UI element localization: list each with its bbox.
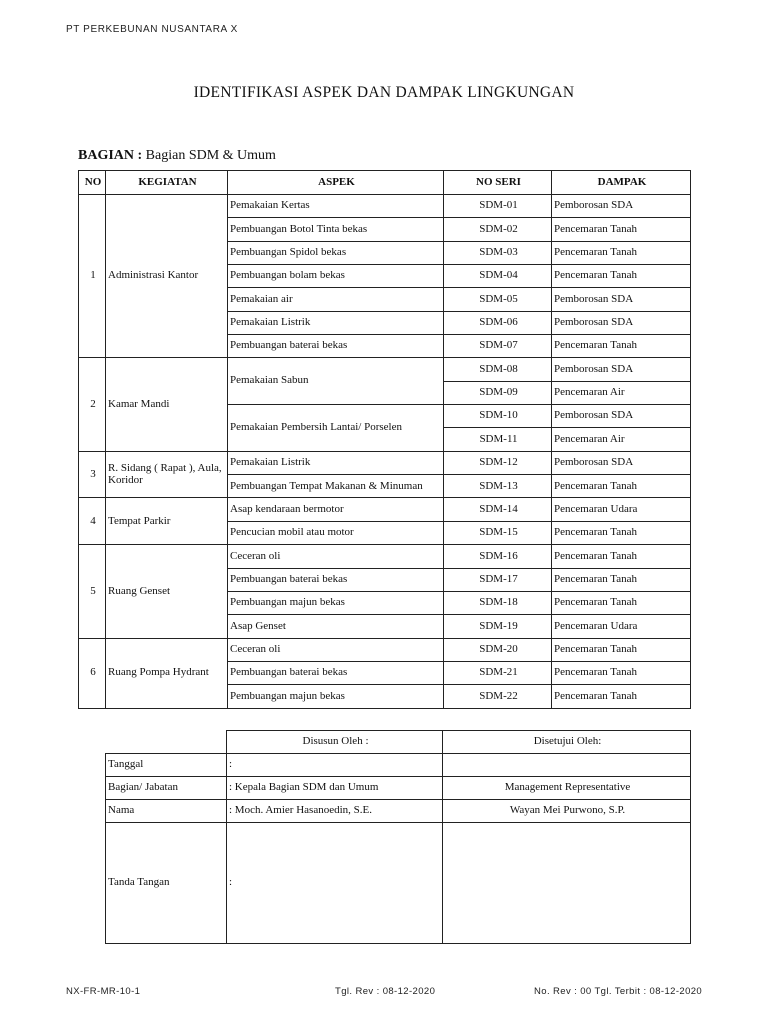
dampak-cell: Pencemaran Air [552, 381, 691, 404]
approval-row-jabatan [106, 777, 691, 800]
aspek-cell: Pemakaian Listrik [228, 451, 444, 474]
no-seri-cell: SDM-19 [444, 615, 552, 638]
bagian-label: BAGIAN : [78, 148, 143, 163]
no-seri-cell: SDM-13 [444, 475, 552, 498]
kegiatan-cell: Ruang Genset [106, 545, 228, 638]
column-header-aspek: ASPEK [228, 171, 444, 195]
dampak-cell: Pemborosan SDA [552, 195, 691, 218]
no-seri-cell: SDM-11 [444, 428, 552, 451]
no-seri-cell: SDM-02 [444, 218, 552, 241]
dampak-cell: Pencemaran Tanah [552, 545, 691, 568]
disusun-value: : Kepala Bagian SDM dan Umum [227, 777, 443, 800]
no-seri-cell: SDM-12 [444, 451, 552, 474]
dampak-cell: Pencemaran Tanah [552, 685, 691, 708]
dampak-cell: Pemborosan SDA [552, 311, 691, 334]
row-number: 3 [79, 451, 106, 498]
disetujui-oleh-header: Disetujui Oleh: [443, 731, 691, 754]
aspek-cell: Ceceran oli [228, 545, 444, 568]
aspek-cell: Pembuangan Botol Tinta bekas [228, 218, 444, 241]
no-seri-cell: SDM-14 [444, 498, 552, 521]
disusun-value: : Moch. Amier Hasanoedin, S.E. [227, 800, 443, 823]
dampak-cell: Pencemaran Tanah [552, 265, 691, 288]
footer-doc-code: NX-FR-MR-10-1 [66, 986, 141, 997]
no-seri-cell: SDM-04 [444, 265, 552, 288]
company-name: PT PERKEBUNAN NUSANTARA X [66, 24, 238, 35]
dampak-cell: Pemborosan SDA [552, 288, 691, 311]
dampak-cell: Pencemaran Tanah [552, 521, 691, 544]
approval-table [105, 730, 691, 944]
aspek-cell: Pemakaian Pembersih Lantai/ Porselen [228, 405, 444, 452]
table-row [79, 451, 691, 474]
disusun-signature-area: : [227, 823, 443, 944]
table-header-row [79, 171, 691, 195]
no-seri-cell: SDM-03 [444, 241, 552, 264]
bagian-value: Bagian SDM & Umum [145, 148, 276, 163]
approval-label: Nama [106, 800, 227, 823]
dampak-cell: Pemborosan SDA [552, 358, 691, 381]
no-seri-cell: SDM-08 [444, 358, 552, 381]
dampak-cell: Pencemaran Tanah [552, 475, 691, 498]
dampak-cell: Pencemaran Tanah [552, 335, 691, 358]
aspek-cell: Pembuangan majun bekas [228, 591, 444, 614]
no-seri-cell: SDM-21 [444, 661, 552, 684]
approval-row-tanggal [106, 754, 691, 777]
dampak-cell: Pencemaran Tanah [552, 241, 691, 264]
no-seri-cell: SDM-09 [444, 381, 552, 404]
disusun-value: : [227, 754, 443, 777]
kegiatan-cell: Ruang Pompa Hydrant [106, 638, 228, 708]
disetujui-value [443, 754, 691, 777]
row-number: 6 [79, 638, 106, 708]
no-seri-cell: SDM-17 [444, 568, 552, 591]
table-row [79, 638, 691, 661]
column-header-no-seri: NO SERI [444, 171, 552, 195]
aspek-cell: Pencucian mobil atau motor [228, 521, 444, 544]
no-seri-cell: SDM-10 [444, 405, 552, 428]
approval-label: Tanggal [106, 754, 227, 777]
disusun-oleh-header: Disusun Oleh : [227, 731, 443, 754]
disetujui-value: Wayan Mei Purwono, S.P. [443, 800, 691, 823]
aspek-cell: Pemakaian air [228, 288, 444, 311]
aspek-cell: Pemakaian Listrik [228, 311, 444, 334]
aspek-cell: Pembuangan Tempat Makanan & Minuman [228, 475, 444, 498]
disetujui-value: Management Representative [443, 777, 691, 800]
row-number: 5 [79, 545, 106, 638]
dampak-cell: Pemborosan SDA [552, 451, 691, 474]
row-number: 4 [79, 498, 106, 545]
dampak-cell: Pencemaran Udara [552, 498, 691, 521]
aspek-cell: Pemakaian Sabun [228, 358, 444, 405]
kegiatan-cell: Administrasi Kantor [106, 195, 228, 358]
dampak-cell: Pencemaran Udara [552, 615, 691, 638]
aspek-cell: Ceceran oli [228, 638, 444, 661]
table-row [79, 498, 691, 521]
dampak-cell: Pencemaran Tanah [552, 568, 691, 591]
column-header-dampak: DAMPAK [552, 171, 691, 195]
kegiatan-cell: R. Sidang ( Rapat ), Aula, Koridor [106, 451, 228, 498]
table-row [79, 545, 691, 568]
footer-rev-date: Tgl. Rev : 08-12-2020 [335, 986, 436, 997]
dampak-cell: Pencemaran Tanah [552, 661, 691, 684]
aspek-cell: Asap kendaraan bermotor [228, 498, 444, 521]
no-seri-cell: SDM-18 [444, 591, 552, 614]
aspek-cell: Pembuangan Spidol bekas [228, 241, 444, 264]
aspect-impact-table [78, 170, 691, 709]
aspek-cell: Pembuangan baterai bekas [228, 568, 444, 591]
footer-rev-info: No. Rev : 00 Tgl. Terbit : 08-12-2020 [534, 986, 703, 997]
approval-row-nama [106, 800, 691, 823]
dampak-cell: Pencemaran Air [552, 428, 691, 451]
aspek-cell: Asap Genset [228, 615, 444, 638]
no-seri-cell: SDM-06 [444, 311, 552, 334]
section-label [78, 148, 276, 164]
row-number: 2 [79, 358, 106, 451]
blank-corner-cell [106, 731, 227, 754]
disetujui-signature-area [443, 823, 691, 944]
approval-label: Bagian/ Jabatan [106, 777, 227, 800]
no-seri-cell: SDM-05 [444, 288, 552, 311]
kegiatan-cell: Kamar Mandi [106, 358, 228, 451]
table-row [79, 358, 691, 381]
dampak-cell: Pemborosan SDA [552, 405, 691, 428]
no-seri-cell: SDM-01 [444, 195, 552, 218]
aspek-cell: Pembuangan baterai bekas [228, 661, 444, 684]
column-header-kegiatan: KEGIATAN [106, 171, 228, 195]
row-number: 1 [79, 195, 106, 358]
no-seri-cell: SDM-22 [444, 685, 552, 708]
dampak-cell: Pencemaran Tanah [552, 638, 691, 661]
aspek-cell: Pembuangan bolam bekas [228, 265, 444, 288]
no-seri-cell: SDM-07 [444, 335, 552, 358]
aspek-cell: Pembuangan majun bekas [228, 685, 444, 708]
no-seri-cell: SDM-20 [444, 638, 552, 661]
aspek-cell: Pembuangan baterai bekas [228, 335, 444, 358]
table-body [79, 195, 691, 709]
table-row [79, 195, 691, 218]
document-title: IDENTIFIKASI ASPEK DAN DAMPAK LINGKUNGAN [193, 84, 575, 101]
no-seri-cell: SDM-15 [444, 521, 552, 544]
approval-row-signature [106, 823, 691, 944]
no-seri-cell: SDM-16 [444, 545, 552, 568]
approval-label: Tanda Tangan [106, 823, 227, 944]
dampak-cell: Pencemaran Tanah [552, 218, 691, 241]
dampak-cell: Pencemaran Tanah [552, 591, 691, 614]
kegiatan-cell: Tempat Parkir [106, 498, 228, 545]
approval-header-row [106, 731, 691, 754]
column-header-no: NO [79, 171, 106, 195]
aspek-cell: Pemakaian Kertas [228, 195, 444, 218]
